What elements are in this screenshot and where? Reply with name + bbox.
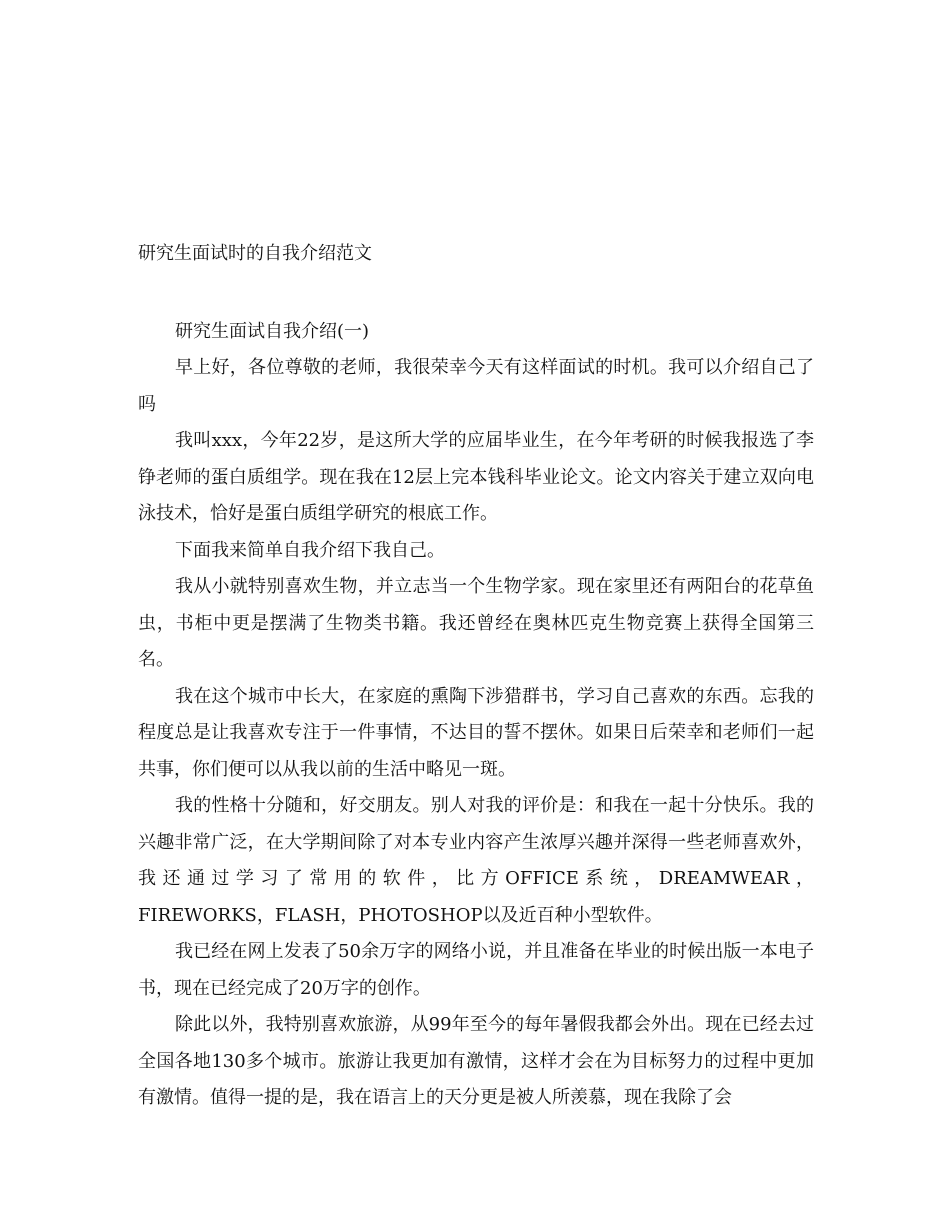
section-heading: 研究生面试自我介绍(一) <box>175 321 370 342</box>
paragraph-intro-self: 下面我来简单自我介绍下我自己。 <box>175 539 445 561</box>
paragraph-greeting: 早上好，各位尊敬的老师，我很荣幸今天有这样面试的时机。我可以介绍自己了吗 <box>138 357 814 415</box>
paragraph-upbringing: 我在这个城市中长大，在家庭的熏陶下涉猎群书，学习自己喜欢的东西。忘我的程度总是让我喜欢专注于一件事情，不达目的誓不摆休。如果日后荣幸和老师们一起共事，你们便可以从我以前的生活中略见一斑。 <box>138 685 814 780</box>
document-body <box>138 236 814 1117</box>
paragraph-interest-biology: 我从小就特别喜欢生物，并立志当一个生物学家。现在家里还有两阳台的花草鱼虫，书柜中更是摆满了生物类书籍。我还曾经在奥林匹克生物竞赛上获得全国第三名。 <box>138 576 814 670</box>
paragraph-travel: 除此以外，我特别喜欢旅游，从99年至今的每年暑假我都会外出。现在已经去过全国各地130多个城市。旅游让我更加有激情，这样才会在为目标努力的过程中更加有激情。值得一提的是，我在语言上的天分更是被人所羡慕，现在我除了会 <box>138 1014 814 1108</box>
paragraph-writing: 我已经在网上发表了50余万字的网络小说，并且准备在毕业的时候出版一本电子书，现在已经完成了20万字的创作。 <box>138 941 814 999</box>
paragraph-personality: 我的性格十分随和，好交朋友。别人对我的评价是：和我在一起十分快乐。我的兴趣非常广泛，在大学期间除了对本专业内容产生浓厚兴趣并深得一些老师喜欢外，我还通过学习了常用的软件，比方OFFICE系统，DREAMWEAR，FIREWORKS，FLASH，PHOTOSHOP以及近百种小型软件。 <box>138 795 814 926</box>
paragraph-background: 我叫xxx，今年22岁，是这所大学的应届毕业生，在今年考研的时候我报选了李铮老师的蛋白质组学。现在我在12层上完本钱科毕业论文。论文内容关于建立双向电泳技术，恰好是蛋白质组学研究的根底工作。 <box>138 430 814 524</box>
document-title: 研究生面试时的自我介绍范文 <box>138 243 372 264</box>
